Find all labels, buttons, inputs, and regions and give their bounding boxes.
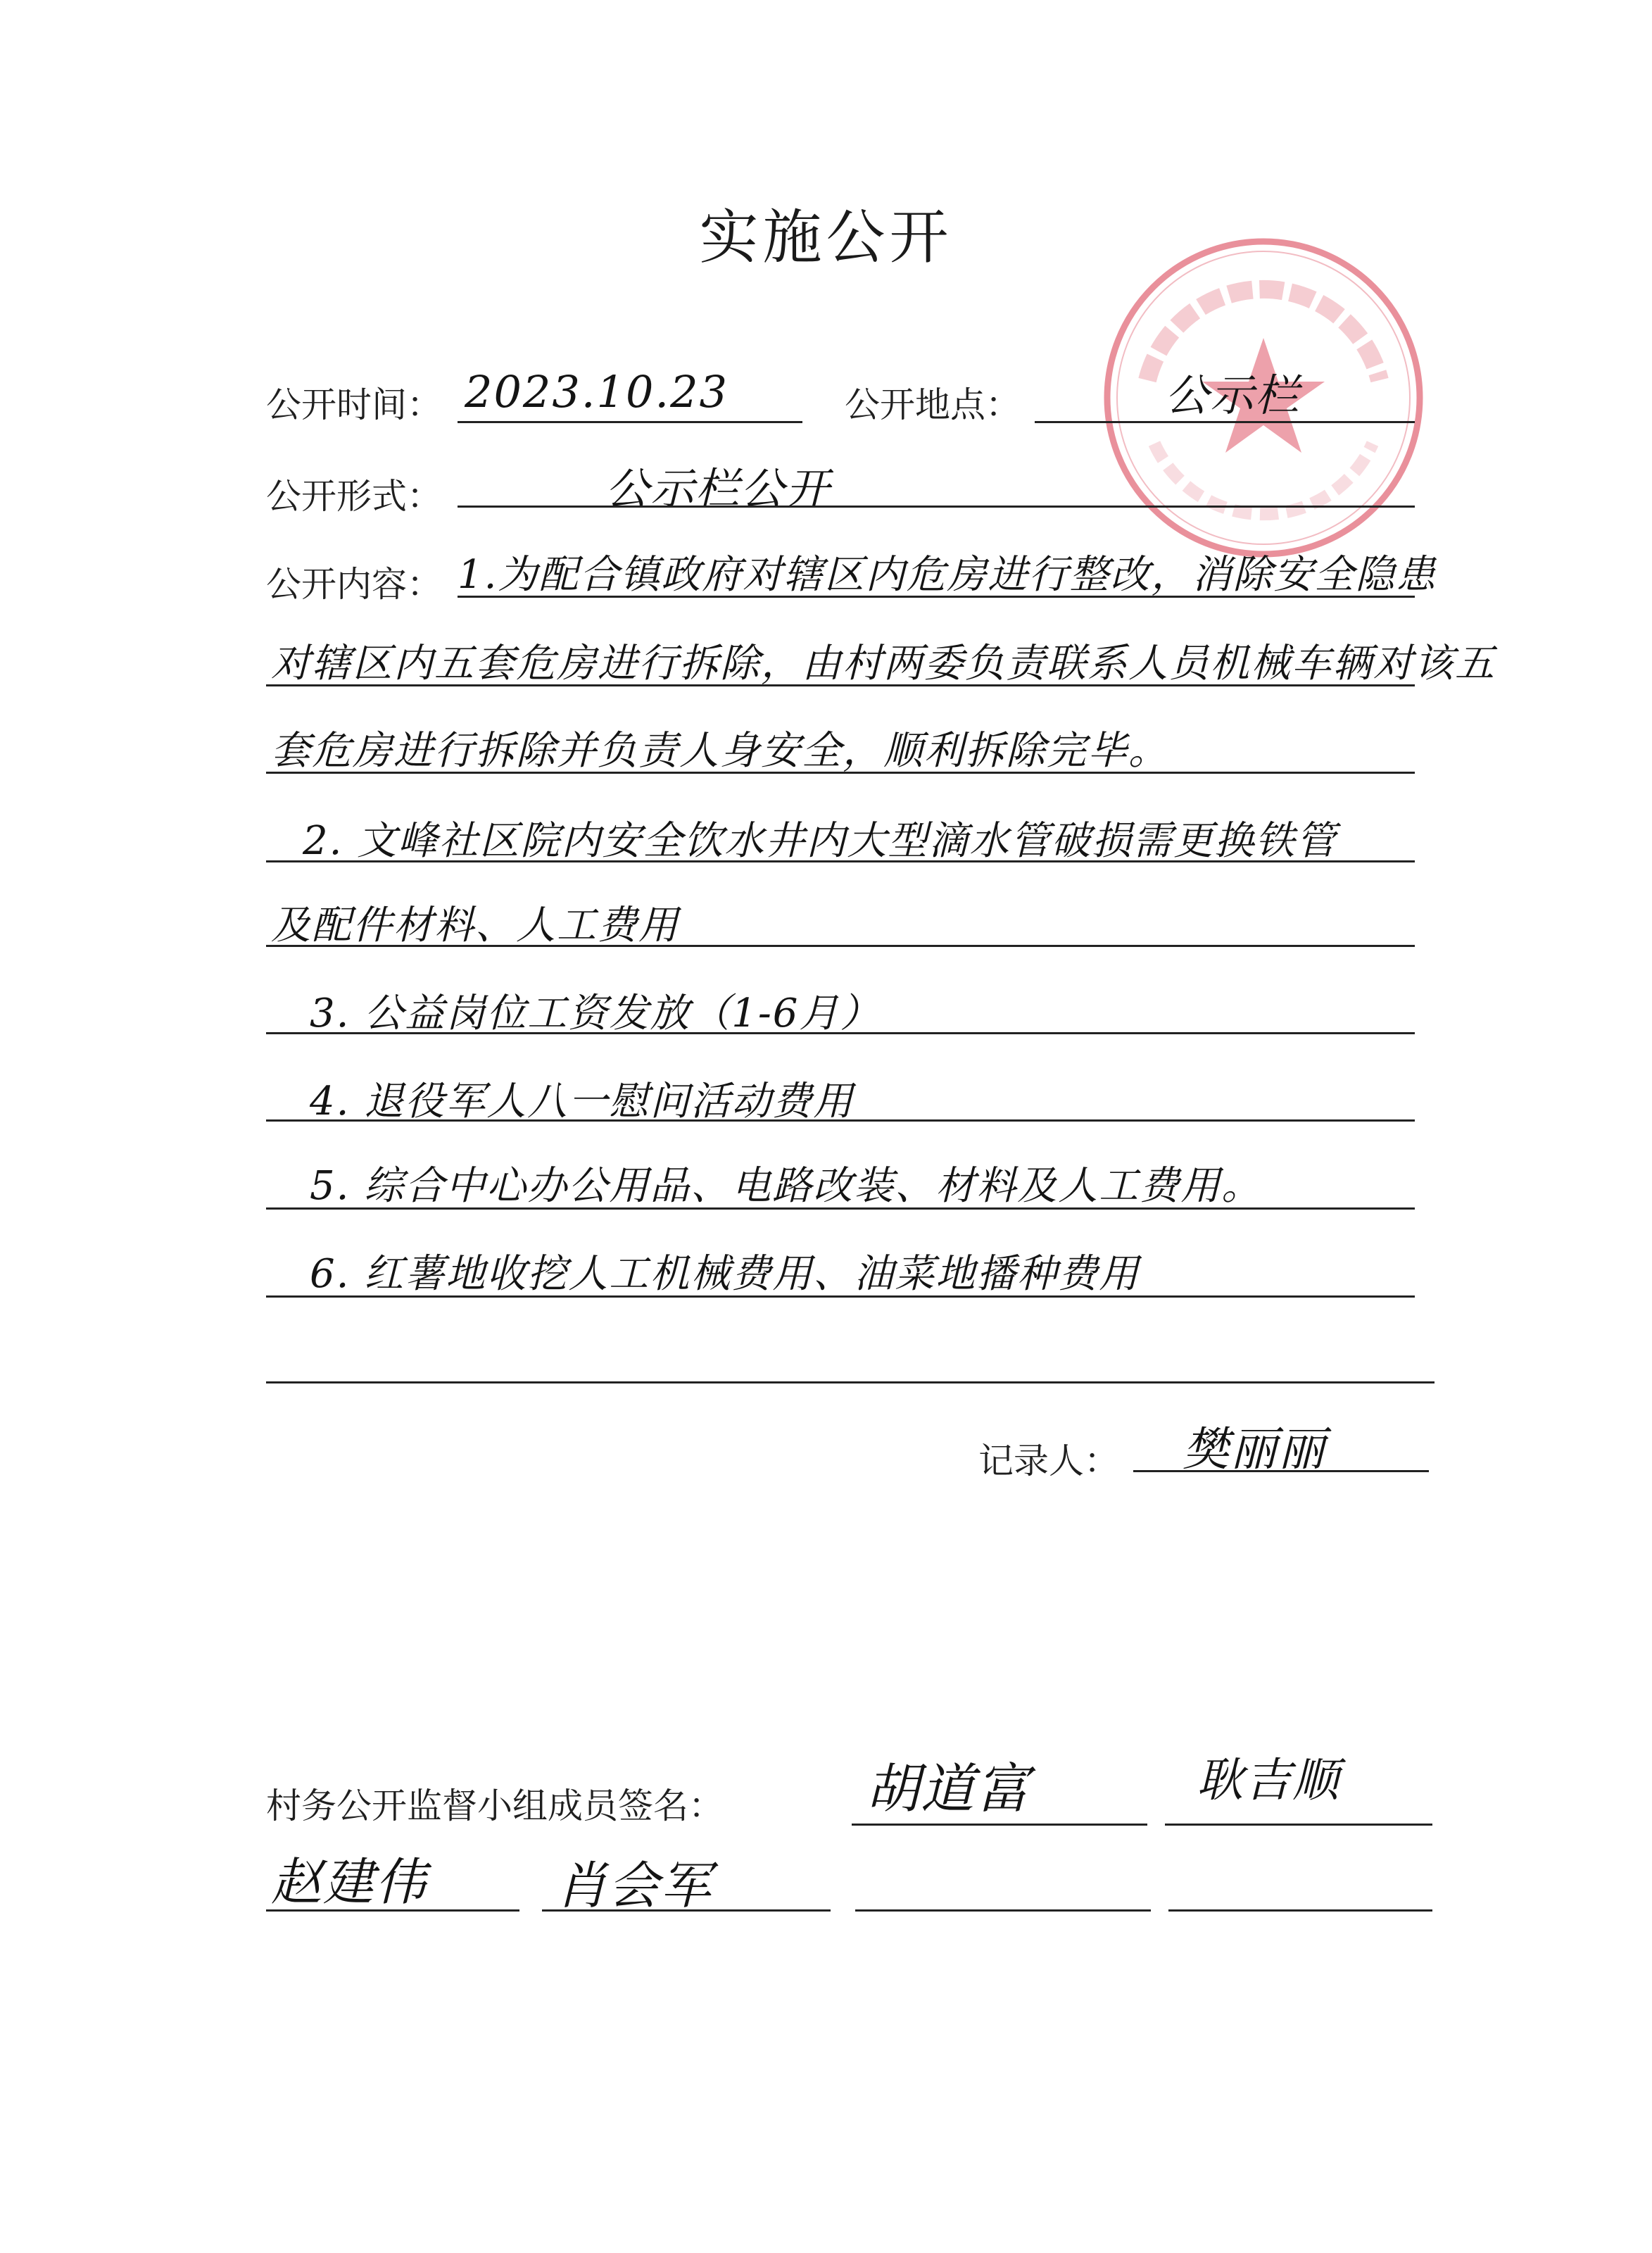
time-underline (458, 421, 802, 423)
signature-underline (852, 1824, 1147, 1826)
recorder-underline (1133, 1470, 1429, 1472)
signature-underline (1165, 1824, 1432, 1826)
content-line: 3. 公益岗位工资发放（1-6月） (310, 991, 881, 1036)
content-line: 及配件材料、人工费用 (271, 903, 679, 948)
member-signature: 胡道富 (866, 1757, 1030, 1820)
content-underline (266, 945, 1415, 947)
form-underline (458, 506, 1415, 508)
place-underline (1035, 421, 1415, 423)
page-title: 实施公开 (699, 203, 953, 272)
member-signature: 赵建伟 (271, 1852, 428, 1912)
form-label: 公开形式： (266, 476, 442, 517)
supervision-label: 村务公开监督小组成员签名： (266, 1786, 724, 1826)
content-underline (266, 772, 1415, 774)
place-value: 公示栏 (1165, 370, 1301, 421)
signature-underline (542, 1909, 831, 1912)
signature-underline (1168, 1909, 1432, 1912)
content-line: 2. 文峰社区院内安全饮水井内大型滴水管破损需更换铁管 (303, 818, 1337, 864)
time-value: 2023.10.23 (465, 366, 729, 418)
content-underline (266, 1032, 1415, 1034)
place-label: 公开地点： (845, 384, 1021, 425)
content-underline (266, 1295, 1415, 1298)
content-line: 套危房进行拆除并负责人身安全，顺利拆除完毕。 (271, 728, 1169, 774)
recorder-label: 记录人： (978, 1441, 1119, 1481)
content-underline (266, 1381, 1435, 1383)
content-underline (266, 860, 1415, 862)
content-underline (266, 1207, 1415, 1210)
recorder-signature: 樊丽丽 (1183, 1422, 1326, 1476)
content-line: 对辖区内五套危房进行拆除，由村两委负责联系人员机械车辆对该五 (271, 641, 1496, 686)
content-label: 公开内容： (266, 564, 442, 605)
content-line: 6. 红薯地收挖人工机械费用、油菜地播种费用 (310, 1251, 1140, 1297)
content-line: 4. 退役军人八一慰问活动费用 (310, 1079, 855, 1124)
member-signature: 肖会军 (556, 1856, 713, 1915)
form-value: 公示栏公开 (605, 463, 831, 515)
content-underline (266, 1119, 1415, 1122)
content-line: 5. 综合中心办公用品、电路改装、材料及人工费用。 (310, 1163, 1263, 1209)
content-underline (266, 684, 1415, 686)
signature-underline (855, 1909, 1151, 1912)
content-line: 1.为配合镇政府对辖区内危房进行整改，消除安全隐患 (458, 552, 1437, 598)
signature-underline (266, 1909, 519, 1912)
member-signature: 耿吉顺 (1197, 1753, 1340, 1807)
content-underline (458, 596, 1415, 598)
time-label: 公开时间： (266, 384, 442, 425)
